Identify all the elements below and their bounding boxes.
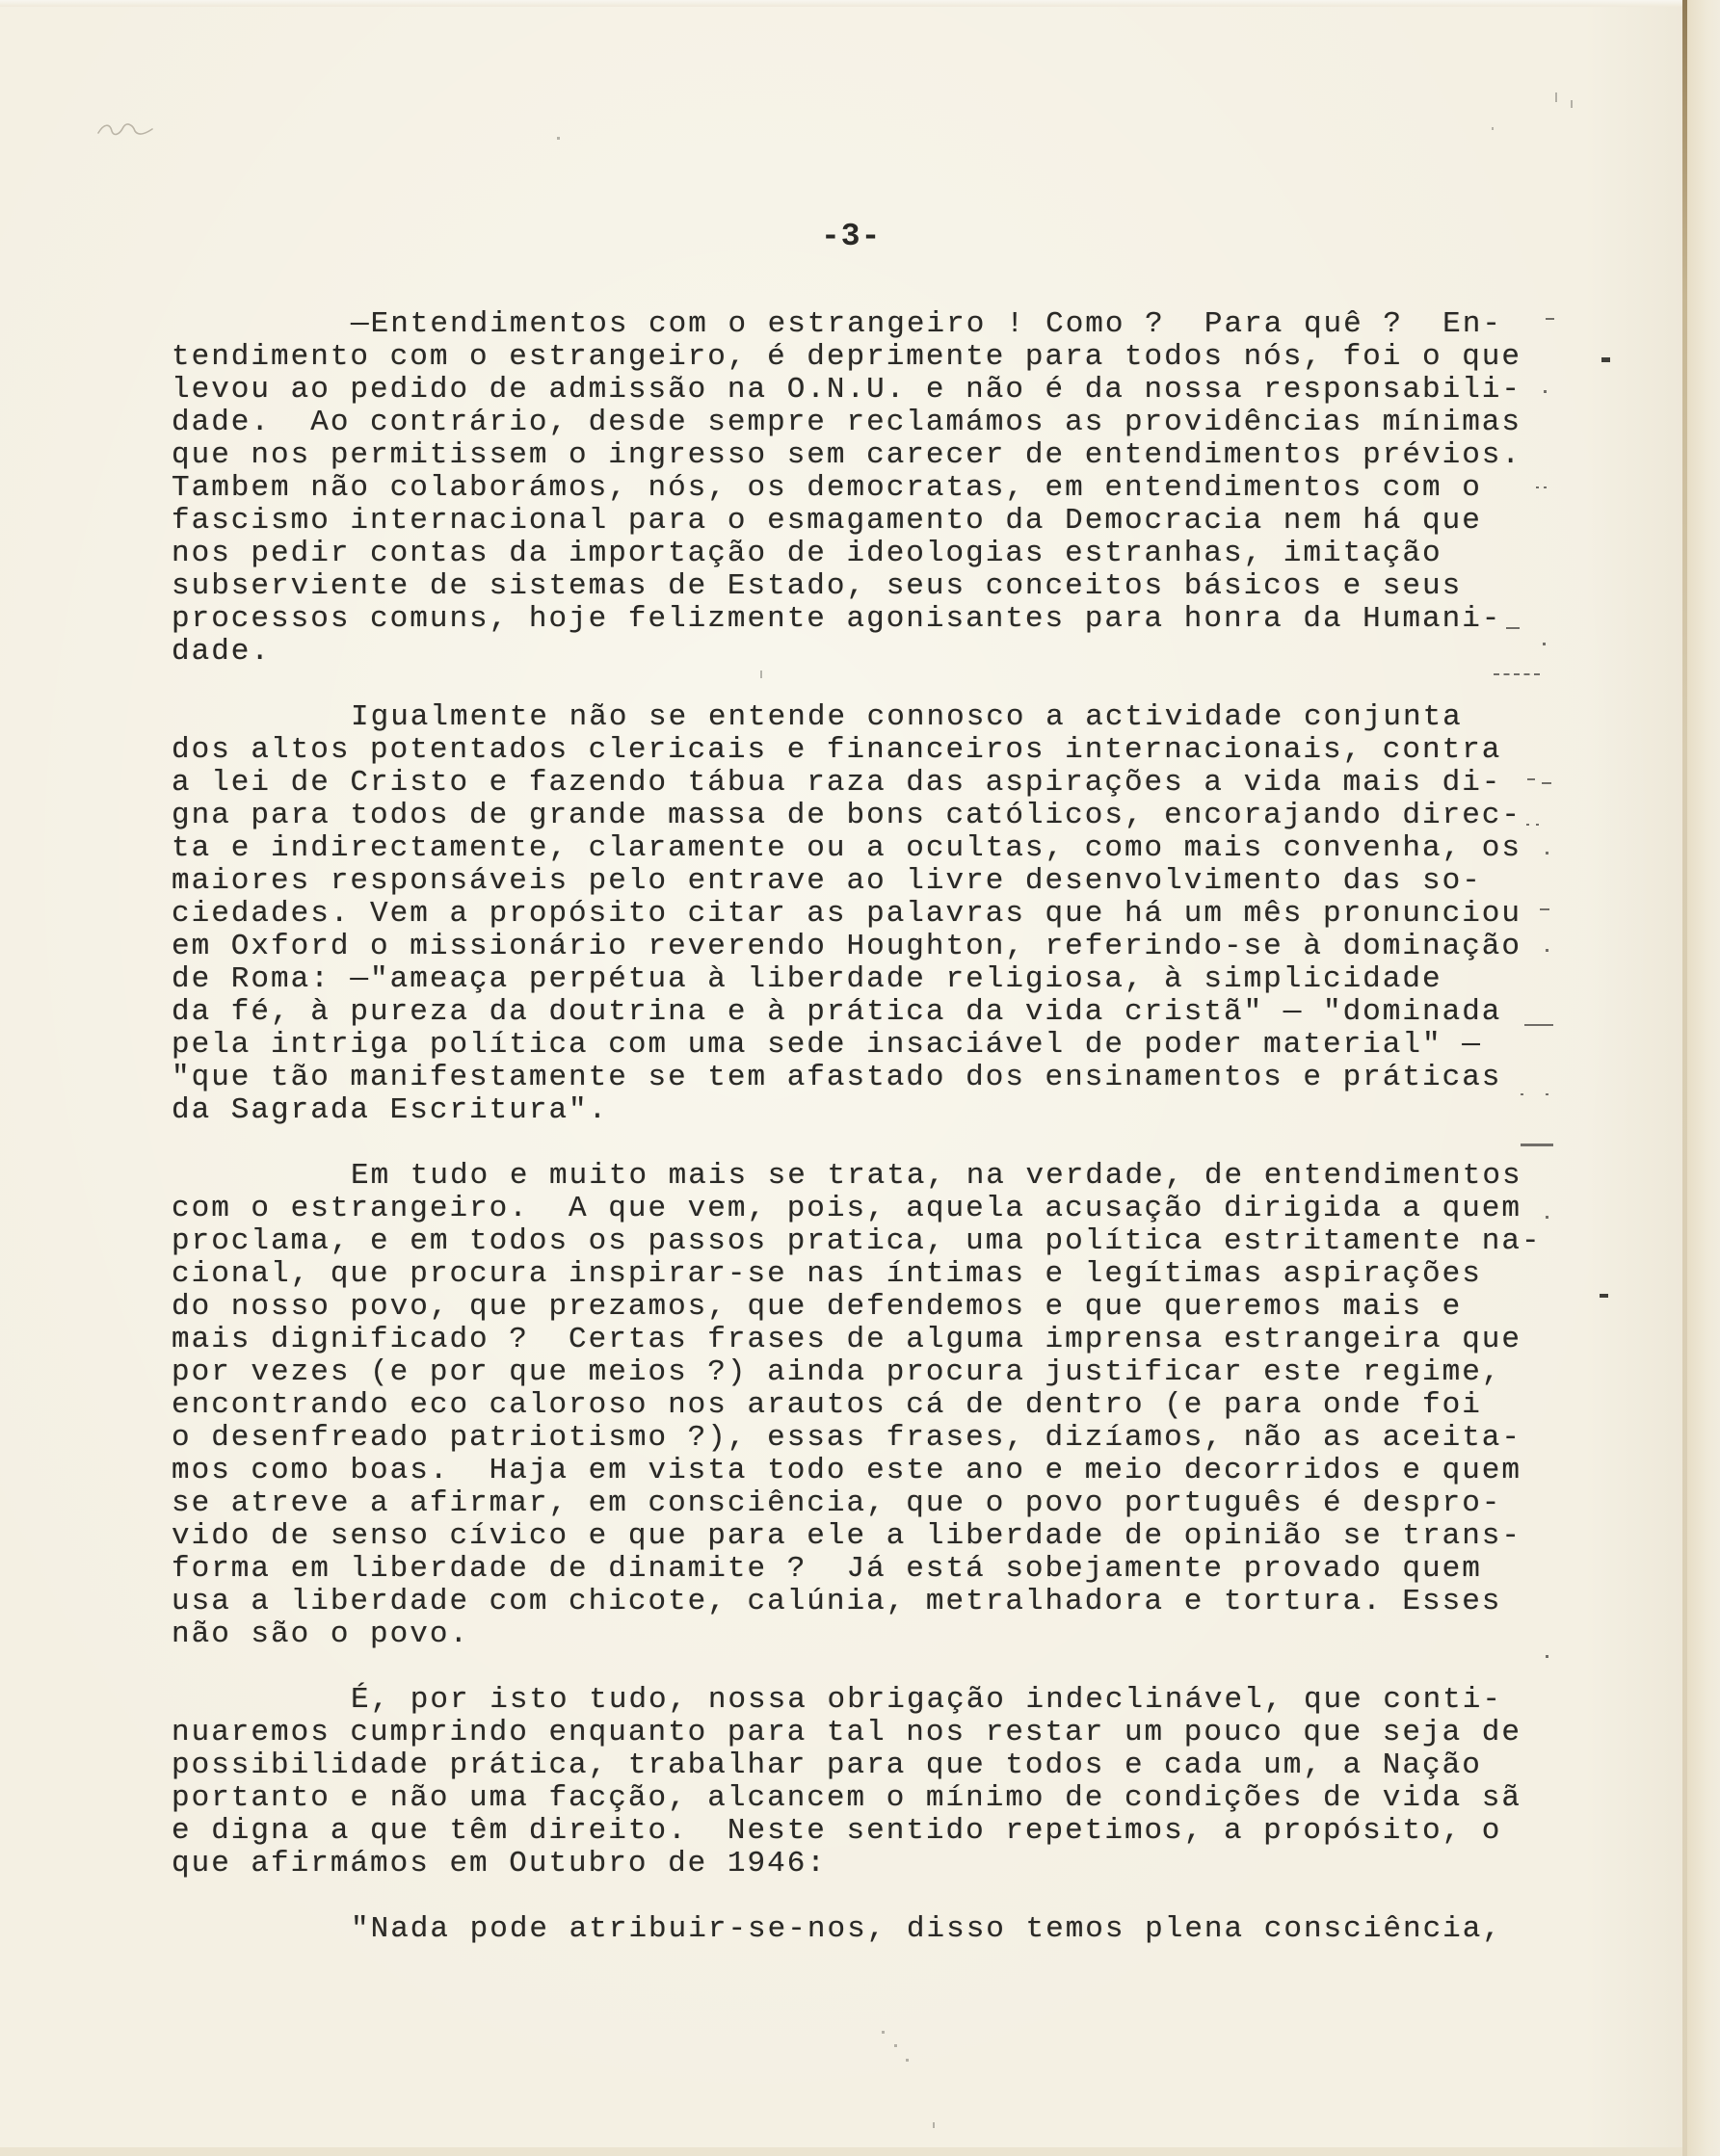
text-line: portanto e não uma facção, alcancem o mínimo de condições de vida sã (172, 1781, 1522, 1815)
margin-mark (1546, 1216, 1548, 1219)
under-sheet (1685, 0, 1720, 2156)
margin-mark (1526, 824, 1529, 826)
text-line: se atreve a afirmar, em consciência, que o povo português é despro- (172, 1486, 1502, 1520)
text-line: É, por isto tudo, nossa obrigação indeclinável, que conti- (351, 1683, 1502, 1717)
text-line: ta e indirectamente, claramente ou a ocultas, como mais convenha, os (172, 831, 1522, 865)
text-line: que nos permitissem o ingresso sem carecer de entendimentos prévios. (172, 438, 1522, 472)
text-line: o desenfreado patriotismo ?), essas frases, dizíamos, não as aceita- (172, 1421, 1522, 1455)
paragraph-3 (172, 1160, 1542, 1651)
text-line: dade. Ao contrário, desde sempre reclamámos as providências mínimas (172, 406, 1522, 439)
margin-mark (1521, 1144, 1553, 1146)
margin-mark (1506, 627, 1520, 629)
text-line: em Oxford o missionário reverendo Houghton, referindo-se à dominação (172, 930, 1522, 963)
text-line: Igualmente não se entende connosco a actividade conjunta (351, 700, 1463, 734)
text-line: a lei de Cristo e fazendo tábua raza das aspirações a vida mais di- (172, 766, 1502, 800)
text-line: possibilidade prática, trabalhar para que todos e cada um, a Nação (172, 1748, 1482, 1782)
paragraph-2 (172, 701, 1542, 1127)
text-line: vido de senso cívico e que para ele a liberdade de opinião se trans- (172, 1519, 1522, 1553)
speck (894, 2044, 897, 2047)
text-line: maiores responsáveis pelo entrave ao livre desenvolvimento das so- (172, 864, 1482, 898)
text-line: e digna a que têm direito. Neste sentido repetimos, a propósito, o (172, 1814, 1502, 1848)
margin-mark (1540, 908, 1549, 910)
text-line: mos como boas. Haja em vista todo este ano e meio decorridos e quem (172, 1454, 1522, 1487)
page-number: -3- (821, 219, 882, 254)
paper-top-edge (0, 0, 1685, 7)
margin-mark (1546, 852, 1548, 855)
text-line: processos comuns, hoje felizmente agonisantes para honra da Humani- (172, 602, 1502, 636)
speck (933, 2122, 935, 2128)
text-line: pela intriga política com uma sede insaciável de poder material" — (172, 1028, 1482, 1062)
margin-mark (1601, 357, 1610, 362)
speck (882, 2031, 885, 2034)
margin-mark (1546, 318, 1554, 320)
text-line: de Roma: —"ameaça perpétua à liberdade religiosa, à simplicidade (172, 962, 1442, 996)
text-line: dade. (172, 635, 272, 669)
paragraph-5 (172, 1913, 1542, 1946)
text-line: "que tão manifestamente se tem afastado dos ensinamentos e práticas (172, 1061, 1502, 1094)
margin-mark (1600, 1294, 1608, 1298)
margin-mark (1546, 1093, 1548, 1095)
margin-mark (1542, 782, 1551, 784)
text-line: da Sagrada Escritura". (172, 1093, 609, 1127)
margin-mark (1546, 949, 1548, 952)
margin-mark (1494, 673, 1540, 675)
speck (906, 2059, 909, 2062)
text-line: gna para todos de grande massa de bons católicos, encorajando direc- (172, 799, 1522, 832)
margin-mark (760, 670, 762, 678)
text-line: —Entendimentos com o estrangeiro ! Como ? Para quê ? En- (351, 307, 1502, 341)
margin-mark (1571, 100, 1573, 108)
margin-mark (1555, 92, 1557, 102)
text-line: fascismo internacional para o esmagamento da Democracia nem há que (172, 504, 1482, 538)
text-line: nuaremos cumprindo enquanto para tal nos restar um pouco que seja de (172, 1716, 1522, 1749)
text-line: mais dignificado ? Certas frases de alguma imprensa estrangeira que (172, 1323, 1522, 1356)
speck (1492, 127, 1494, 130)
text-line: por vezes (e por que meios ?) ainda procura justificar este regime, (172, 1355, 1502, 1389)
text-line: "Nada pode atribuir-se-nos, disso temos plena consciência, (351, 1912, 1502, 1946)
text-line: da fé, à pureza da doutrina e à prática da vida cristã" — "dominada (172, 995, 1502, 1029)
text-line: forma em liberdade de dinamite ? Já está sobejamente provado quem (172, 1552, 1482, 1586)
text-line: cional, que procura inspirar-se nas íntimas e legítimas aspirações (172, 1257, 1482, 1291)
margin-mark (1527, 778, 1535, 780)
text-line: encontrando eco caloroso nos arautos cá de dentro (e para onde foi (172, 1388, 1482, 1422)
speck (557, 137, 560, 140)
text-line: tendimento com o estrangeiro, é deprimente para todos nós, foi o que (172, 340, 1522, 374)
margin-mark (1543, 643, 1546, 645)
margin-mark (1521, 1093, 1523, 1095)
text-line: com o estrangeiro. A que vem, pois, aquela acusação dirigida a quem (172, 1192, 1522, 1225)
text-line: Tambem não colaborámos, nós, os democratas, em entendimentos com o (172, 471, 1482, 505)
text-line: dos altos potentados clericais e financeiros internacionais, contra (172, 733, 1502, 767)
text-line: usa a liberdade com chicote, calúnia, metralhadora e tortura. Esses (172, 1585, 1502, 1618)
paper-right-edge (1682, 0, 1687, 2156)
margin-mark (1546, 1655, 1548, 1658)
margin-mark (1536, 486, 1539, 488)
paragraph-1 (172, 308, 1542, 669)
text-line: nos pedir contas da importação de ideologias estranhas, imitação (172, 537, 1442, 570)
margin-mark (1524, 1024, 1553, 1026)
margin-mark (1544, 486, 1547, 488)
text-line: ciedades. Vem a propósito citar as palavras que há um mês pronunciou (172, 897, 1522, 931)
text-line: proclama, e em todos os passos pratica, uma política estritamente na- (172, 1224, 1542, 1258)
paragraph-4 (172, 1684, 1542, 1880)
text-line: do nosso povo, que prezamos, que defendemos e que queremos mais e (172, 1290, 1463, 1324)
text-line: que afirmámos em Outubro de 1946: (172, 1847, 827, 1880)
text-line: Em tudo e muito mais se trata, na verdade, de entendimentos (351, 1159, 1522, 1193)
body-text (172, 308, 1542, 1946)
margin-mark (1544, 390, 1547, 393)
pencil-mark (94, 116, 156, 143)
text-line: não são o povo. (172, 1617, 470, 1651)
text-line: levou ao pedido de admissão na O.N.U. e não é da nossa responsabili- (172, 373, 1522, 407)
text-line: subserviente de sistemas de Estado, seus conceitos básicos e seus (172, 569, 1463, 603)
margin-mark (1536, 824, 1539, 826)
